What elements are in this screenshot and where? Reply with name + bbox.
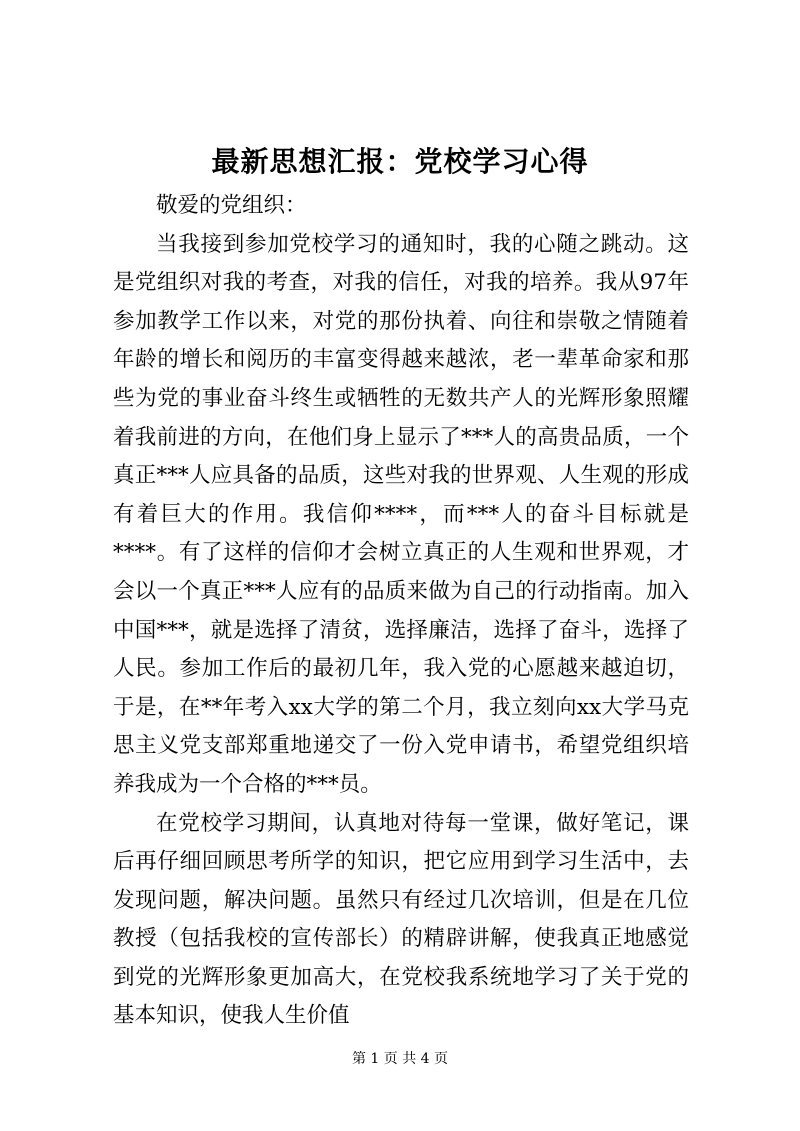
paragraph-1: 当我接到参加党校学习的通知时，我的心随之跳动。这是党组织对我的考查，对我的信任，对我的培养。我从97年参加教学工作以来，对党的那份执着、向往和崇敬之情随着年龄的增长和阅历的丰富变得越来越浓，老一辈革命家和那些为党的事业奋斗终生或牺牲的无数共产人的光辉形象照耀着我前进的方向，在他们身上显示了***人的高贵品质，一个真正***人应具备的品质，这些对我的世界观、人生观的形成有着巨大的作用。我信仰****，而***人的奋斗目标就是****。有了这样的信仰才会树立真正的人生观和世界观，才会以一个真正***人应有的品质来做为自己的行动指南。加入中国***，就是选择了清贫，选择廉洁，选择了奋斗，选择了人民。参加工作后的最初几年，我入党的心愿越来越迫切，于是，在**年考入xx大学的第二个月，我立刻向xx大学马克思主义党支部郑重地递交了一份入党申请书，希望党组织培养我成为一个合格的***员。 bbox=[113, 231, 689, 797]
document-body bbox=[113, 187, 689, 1036]
paragraph-2: 在党校学习期间，认真地对待每一堂课，做好笔记，课后再仔细回顾思考所学的知识，把它应用到学习生活中，去发现问题，解决问题。虽然只有经过几次培训，但是在几位教授（包括我校的宣传部长）的精辟讲解，使我真正地感觉到党的光辉形象更加高大，在党校我系统地学习了关于党的基本知识，使我人生价值 bbox=[113, 810, 689, 1029]
page-indicator: 第 1 页 共 4 页 bbox=[351, 1051, 449, 1067]
document-title: 最新思想汇报：党校学习心得 bbox=[211, 145, 589, 178]
salutation: 敬爱的党组织： bbox=[156, 193, 307, 218]
